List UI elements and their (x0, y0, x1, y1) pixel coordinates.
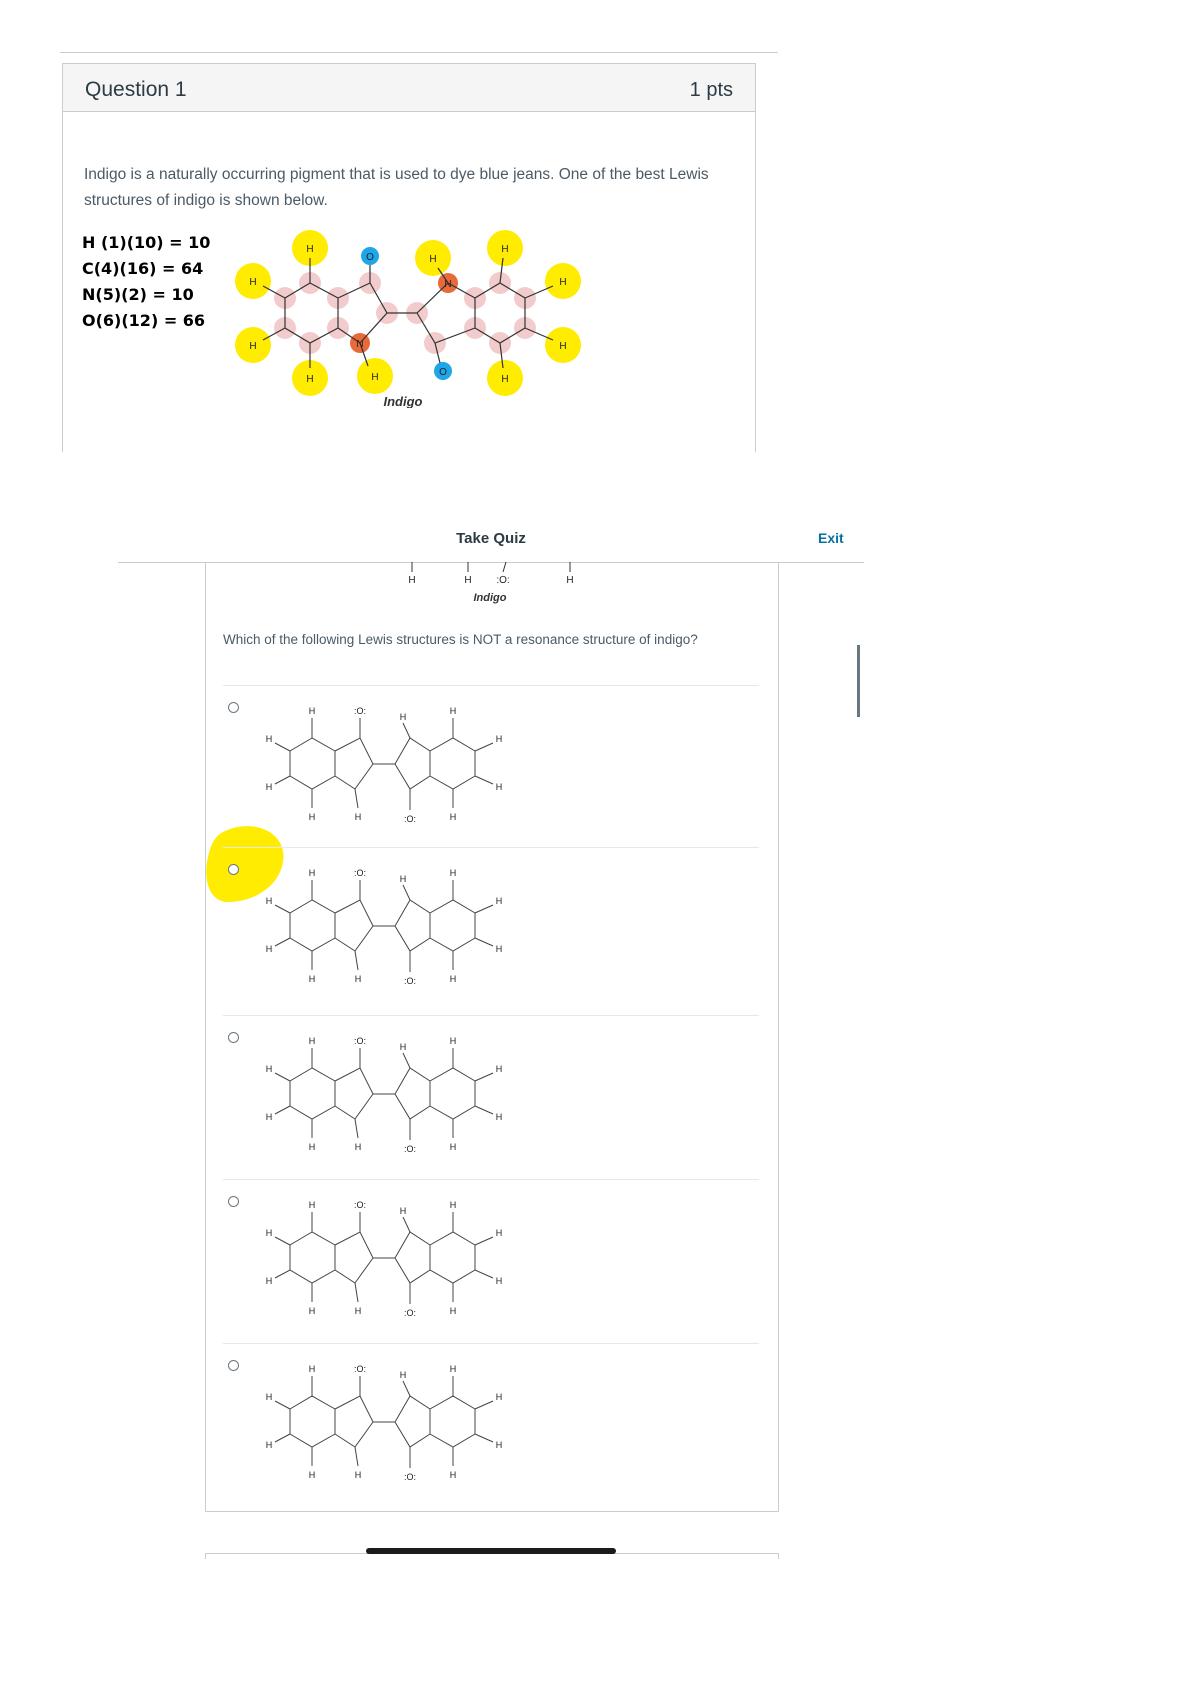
svg-text:H: H (306, 374, 314, 385)
home-indicator (366, 1548, 616, 1554)
answer-radio-2[interactable] (228, 864, 239, 875)
svg-text:H: H (265, 944, 273, 954)
svg-text:O: O (366, 252, 374, 263)
svg-text:O: O (439, 367, 447, 378)
figure-caption: Indigo (383, 394, 423, 408)
answer-radio-3[interactable] (228, 1032, 239, 1043)
svg-text:H: H (449, 1036, 457, 1046)
svg-text:H: H (265, 1440, 273, 1450)
svg-text::O:: :O: (403, 814, 417, 824)
screenshot-cut (60, 452, 778, 454)
svg-text:H: H (449, 1470, 457, 1480)
top-divider (60, 52, 778, 53)
svg-text:H: H (354, 812, 362, 822)
svg-text:H: H (399, 1042, 407, 1052)
svg-text:H: H (501, 374, 509, 385)
svg-text:H: H (495, 1064, 503, 1074)
answer-radio-4[interactable] (228, 1196, 239, 1207)
svg-text:H: H (449, 974, 457, 984)
exit-link[interactable]: Exit (818, 530, 844, 546)
note-line: N(5)(2) = 10 (82, 285, 194, 304)
svg-text:H: H (399, 712, 407, 722)
svg-text::O:: :O: (353, 706, 367, 716)
svg-text:H: H (449, 868, 457, 878)
svg-text:H: H (354, 1306, 362, 1316)
answer-divider (223, 1015, 759, 1016)
svg-text:H: H (265, 1112, 273, 1122)
answer-structure-2[interactable] (255, 860, 545, 998)
svg-text:H: H (249, 277, 257, 288)
svg-text:H: H (566, 575, 574, 586)
svg-text::O:: :O: (353, 868, 367, 878)
indigo-figure-bottom (400, 562, 600, 606)
svg-text:N: N (356, 339, 364, 350)
svg-text:H: H (449, 706, 457, 716)
svg-text:H: H (354, 1142, 362, 1152)
answer-structure-3[interactable] (255, 1028, 545, 1166)
svg-text:H: H (265, 1392, 273, 1402)
svg-text:H: H (495, 1228, 503, 1238)
svg-text:H: H (429, 254, 437, 265)
svg-text:H: H (501, 244, 509, 255)
svg-text:H: H (265, 896, 273, 906)
question-header (62, 63, 756, 112)
svg-text::O:: :O: (353, 1036, 367, 1046)
figure-caption: Indigo (473, 592, 507, 604)
svg-text:H: H (371, 372, 379, 383)
svg-text:H: H (308, 868, 316, 878)
svg-text:H: H (354, 974, 362, 984)
svg-text:H: H (399, 1370, 407, 1380)
question-title: Question 1 (85, 78, 187, 101)
svg-text::O:: :O: (403, 1308, 417, 1318)
svg-text::O:: :O: (353, 1364, 367, 1374)
svg-text:H: H (495, 1440, 503, 1450)
note-line: O(6)(12) = 66 (82, 311, 206, 330)
svg-text:H: H (308, 1470, 316, 1480)
svg-text:H: H (449, 1306, 457, 1316)
svg-text::O:: :O: (353, 1200, 367, 1210)
svg-text:N: N (444, 279, 452, 290)
quiz-navbar (118, 514, 864, 563)
question-prompt: Which of the following Lewis structures is NOT a resonance structure of indigo? (223, 632, 698, 647)
svg-text:H: H (265, 782, 273, 792)
svg-text:H: H (408, 575, 416, 586)
svg-text:H: H (495, 944, 503, 954)
svg-text:H: H (495, 896, 503, 906)
svg-text:H: H (449, 1364, 457, 1374)
svg-text::O:: :O: (403, 1472, 417, 1482)
svg-text:H: H (265, 1276, 273, 1286)
scrollbar[interactable] (857, 645, 860, 717)
svg-text:H: H (306, 244, 314, 255)
svg-text:H: H (449, 812, 457, 822)
svg-text:H: H (495, 782, 503, 792)
svg-text:H: H (308, 1306, 316, 1316)
answer-radio-5[interactable] (228, 1360, 239, 1371)
answer-structure-5[interactable] (255, 1356, 545, 1494)
answer-divider (223, 685, 759, 686)
answer-structure-1[interactable] (255, 698, 545, 836)
svg-text:H: H (265, 1064, 273, 1074)
svg-text:H: H (308, 706, 316, 716)
svg-text:H: H (308, 974, 316, 984)
note-line: C(4)(16) = 64 (82, 259, 204, 278)
svg-text:H: H (495, 1112, 503, 1122)
answer-radio-1[interactable] (228, 702, 239, 713)
svg-text:H: H (308, 1142, 316, 1152)
svg-text:H: H (559, 341, 567, 352)
svg-text:H: H (354, 1470, 362, 1480)
svg-text::O:: :O: (403, 976, 417, 986)
svg-text:H: H (308, 1364, 316, 1374)
svg-text:H: H (449, 1142, 457, 1152)
indigo-annotated-figure (235, 228, 595, 408)
svg-text:H: H (308, 812, 316, 822)
svg-text:H: H (399, 1206, 407, 1216)
svg-text:H: H (495, 734, 503, 744)
svg-text:H: H (308, 1200, 316, 1210)
handwritten-notes (82, 230, 210, 334)
svg-text::O:: :O: (496, 575, 510, 586)
question-points: 1 pts (689, 79, 733, 101)
svg-text::O:: :O: (403, 1144, 417, 1154)
answer-structure-4[interactable] (255, 1192, 545, 1330)
svg-text:H: H (308, 1036, 316, 1046)
answer-divider (223, 847, 759, 848)
svg-text:H: H (449, 1200, 457, 1210)
svg-text:H: H (265, 734, 273, 744)
note-line: H (1)(10) = 10 (82, 233, 211, 252)
svg-text:H: H (495, 1392, 503, 1402)
answer-divider (223, 1343, 759, 1344)
svg-text:H: H (464, 575, 472, 586)
svg-text:H: H (249, 341, 257, 352)
svg-text:H: H (559, 277, 567, 288)
answer-divider (223, 1179, 759, 1180)
question-text: Indigo is a naturally occurring pigment that is used to dye blue jeans. One of the best Lewis structures of indigo is shown below. (84, 166, 709, 209)
svg-text:H: H (265, 1228, 273, 1238)
svg-text:H: H (399, 874, 407, 884)
quiz-title: Take Quiz (456, 530, 526, 547)
svg-text:H: H (495, 1276, 503, 1286)
